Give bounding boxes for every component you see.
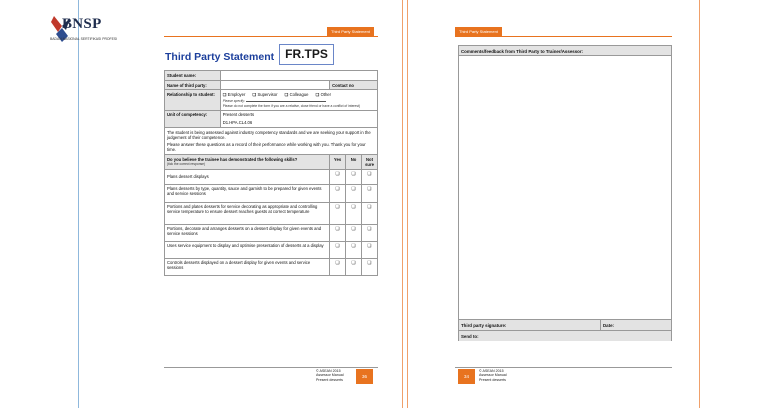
table-row bbox=[165, 184, 378, 202]
please-specify-label: Please specify: bbox=[222, 98, 245, 103]
table-row bbox=[165, 90, 378, 110]
skill-no-checkbox[interactable]: ❑ bbox=[346, 184, 362, 202]
comments-box bbox=[458, 45, 672, 341]
question-note: (tick the correct response) bbox=[167, 161, 206, 166]
send-to-label: Send to: bbox=[459, 330, 671, 341]
intro-text-2: Please answer these questions as a record of their performance while working with you. Thank you for your time. bbox=[167, 142, 366, 153]
skill-no-checkbox[interactable]: ❑ bbox=[346, 258, 362, 275]
date-label: Date: bbox=[603, 323, 614, 328]
skill-label: Portions and plates desserts for service decorating as appropriate and controlling service temperature to ensure dessert reaches guests at correct temperature bbox=[165, 202, 330, 224]
skill-label: Plans dessert displays bbox=[165, 169, 330, 184]
skill-label: Uses service equipment to display and optimise presentation of desserts at a display bbox=[165, 241, 330, 258]
comments-field[interactable] bbox=[459, 57, 671, 318]
intro-text-1: The student is being assessed against industry competency standards and we are seeking your support in the judgement of their competence. bbox=[167, 129, 371, 140]
skill-yes-checkbox[interactable]: ❑ bbox=[330, 169, 346, 184]
table-row bbox=[165, 81, 378, 90]
table-row bbox=[165, 110, 378, 128]
table-row bbox=[165, 155, 378, 170]
right-header-tab: Third Party Statement bbox=[455, 27, 502, 36]
third-party-name-field[interactable] bbox=[220, 81, 329, 90]
right-margin-line bbox=[699, 0, 700, 408]
right-footer-rule bbox=[455, 367, 672, 368]
skill-label: Controls desserts displayed on a dessert display for given events and service sessions bbox=[165, 258, 330, 275]
form-code: FR.TPS bbox=[279, 44, 334, 65]
skill-not-sure-checkbox[interactable]: ❑ bbox=[361, 224, 377, 241]
contact-no-label: Contact no bbox=[330, 81, 378, 90]
option-other[interactable]: ❑ Other bbox=[315, 91, 332, 97]
skill-yes-checkbox[interactable]: ❑ bbox=[330, 184, 346, 202]
skill-no-checkbox[interactable]: ❑ bbox=[346, 169, 362, 184]
skill-not-sure-checkbox[interactable]: ❑ bbox=[361, 169, 377, 184]
option-employer[interactable]: ❑ Employer bbox=[222, 91, 246, 97]
third-party-form bbox=[164, 70, 378, 276]
skill-label: Plans desserts by type, quantity, sauce and garnish to be prepared for given events and service sessions bbox=[165, 184, 330, 202]
left-header-tab: Third Party Statement bbox=[327, 27, 374, 36]
page-divider-line-left bbox=[402, 0, 403, 408]
skill-yes-checkbox[interactable]: ❑ bbox=[330, 224, 346, 241]
logo-subtitle: BADAN NASIONAL SERTIFIKASI PROFESI bbox=[50, 37, 118, 41]
relationship-label: Relationship to student: bbox=[165, 90, 221, 110]
left-footer-rule bbox=[164, 367, 378, 368]
skill-yes-checkbox[interactable]: ❑ bbox=[330, 241, 346, 258]
logo-text: BNSP bbox=[62, 16, 102, 32]
intro-cell bbox=[165, 128, 378, 155]
table-row bbox=[165, 241, 378, 258]
left-margin-line bbox=[78, 0, 79, 408]
relationship-cell bbox=[220, 90, 377, 110]
table-row bbox=[165, 71, 378, 81]
relationship-note: Please do not complete the form if you are a relative, close friend or have a conflict of interest) bbox=[222, 104, 360, 109]
unit-label: Unit of competency: bbox=[165, 110, 221, 128]
signature-label: Third party signature: bbox=[461, 323, 507, 328]
comments-label: Comments/feedback from Third Party to Trainer/Assessor: bbox=[459, 46, 671, 56]
student-name-label: Student name: bbox=[165, 71, 221, 81]
right-page-number: 34 bbox=[458, 369, 475, 384]
skill-no-checkbox[interactable]: ❑ bbox=[346, 202, 362, 224]
left-page-number: 36 bbox=[356, 369, 373, 384]
table-row bbox=[165, 169, 378, 184]
option-supervisor[interactable]: ❑ Supervisor bbox=[252, 91, 278, 97]
left-header-rule bbox=[164, 36, 378, 37]
page-title: Third Party Statement bbox=[165, 51, 275, 63]
skill-not-sure-checkbox[interactable]: ❑ bbox=[361, 202, 377, 224]
col-yes-header: Yes bbox=[330, 155, 346, 170]
skill-not-sure-checkbox[interactable]: ❑ bbox=[361, 258, 377, 275]
third-party-name-label: Name of third party: bbox=[165, 81, 221, 90]
table-row bbox=[165, 258, 378, 275]
student-name-field[interactable] bbox=[220, 71, 377, 81]
page-divider-line-right bbox=[407, 0, 408, 408]
unit-code: D1.HPA.CL4.06 bbox=[222, 120, 253, 126]
col-no-header: No bbox=[346, 155, 362, 170]
question-text: Do you believe the trainee has demonstrated the following skills? bbox=[167, 156, 298, 162]
skill-no-checkbox[interactable]: ❑ bbox=[346, 224, 362, 241]
skill-no-checkbox[interactable]: ❑ bbox=[346, 241, 362, 258]
skill-label: Portions, decorate and arranges desserts on a dessert display for given events and service sessions bbox=[165, 224, 330, 241]
unit-name: Present desserts bbox=[222, 112, 255, 118]
right-footer-text: © ASEAN 2015 Assessor Manual Present desserts bbox=[479, 369, 507, 382]
unit-cell bbox=[220, 110, 377, 128]
col-not-sure-header: Not sure bbox=[361, 155, 377, 170]
table-row bbox=[165, 128, 378, 155]
skill-not-sure-checkbox[interactable]: ❑ bbox=[361, 241, 377, 258]
table-row bbox=[165, 202, 378, 224]
signature-row bbox=[459, 319, 671, 330]
option-colleague[interactable]: ❑ Colleague bbox=[284, 91, 309, 97]
skill-yes-checkbox[interactable]: ❑ bbox=[330, 258, 346, 275]
left-footer-text: © ASEAN 2015 Assessor Manual Present desserts bbox=[316, 369, 344, 382]
table-row bbox=[165, 224, 378, 241]
skill-not-sure-checkbox[interactable]: ❑ bbox=[361, 184, 377, 202]
question-cell bbox=[165, 155, 330, 170]
skill-yes-checkbox[interactable]: ❑ bbox=[330, 202, 346, 224]
right-header-rule bbox=[455, 36, 672, 37]
